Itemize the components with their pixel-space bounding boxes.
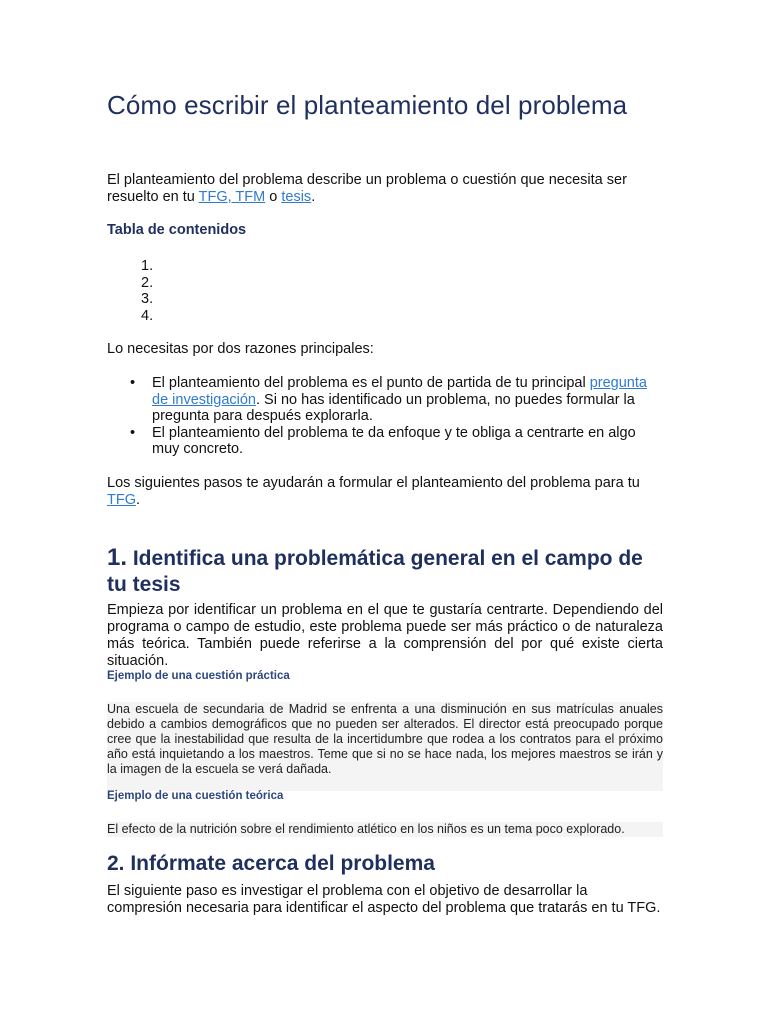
intro-text: El planteamiento del problema describe un problema o cuestión que necesita ser resuelto en tu: [107, 172, 627, 205]
pregunta-investigacion-link[interactable]: pregunta de investigación: [152, 375, 647, 408]
intro-text-or: o: [265, 189, 282, 205]
tfg-tfm-link[interactable]: TFG, TFM: [198, 189, 266, 205]
toc-heading: Tabla de contenidos: [107, 222, 247, 238]
toc-item[interactable]: 4.: [141, 307, 154, 324]
bullet-text: El planteamiento del problema te da enfoque y te obliga a centrarte en algo muy concreto.: [152, 424, 636, 457]
intro-paragraph: [107, 172, 663, 206]
bullet-icon: •: [130, 375, 136, 391]
example-1-box: Una escuela de secundaria de Madrid se enfrenta a una disminución en sus matrículas anuales debido a cambios demográficos que no pueden ser alterados. El director está preocupado porque cree que la inestabilidad que resulta de la incertidumbre que rodea a los contratos para el próximo año está inquietando a los maestros. Teme que si no se hace nada, los mejores maestros se irán y la imagen de la escuela se verá dañada.: [107, 702, 663, 791]
section-1-number: 1.: [107, 544, 128, 571]
section-1-body: Empieza por identificar un problema en el que te gustaría centrarte. Dependiendo del programa o campo de estudio, este problema puede ser más práctico o de naturaleza más teórica. También puede referirse a la comprensión del por qué existe cierta situación.: [107, 602, 663, 669]
intro-text-end: .: [311, 189, 316, 205]
reasons-intro: Lo necesitas por dos razones principales:: [107, 341, 374, 357]
section-2-heading: 2. Infórmate acerca del problema: [107, 852, 435, 875]
steps-text-end: .: [136, 492, 141, 508]
section-1-heading: [107, 545, 667, 598]
section-1-title: Identifica una problemática general en el campo de tu tesis: [107, 547, 643, 596]
reasons-list: [107, 375, 663, 458]
example-2-box: El efecto de la nutrición sobre el rendimiento atlético en los niños es un tema poco explorado.: [107, 822, 663, 837]
steps-intro: [107, 475, 663, 509]
example-1-heading: Ejemplo de una cuestión práctica: [107, 670, 290, 682]
toc-item[interactable]: 2.: [141, 274, 154, 291]
steps-text: Los siguientes pasos te ayudarán a formular el planteamiento del problema para tu: [107, 475, 640, 491]
table-of-contents: [141, 258, 153, 324]
bullet-text: . Si no has identificado un problema, no puedes formular la pregunta para después explorarla.: [152, 391, 635, 424]
bullet-text: El planteamiento del problema es el punto de partida de tu principal: [152, 375, 590, 391]
section-2-body: El siguiente paso es investigar el problema con el objetivo de desarrollar la compresión necesaria para identificar el aspecto del problema que tratarás en tu TFG.: [107, 883, 661, 916]
tfg-link[interactable]: TFG: [107, 492, 136, 508]
list-item: [107, 425, 663, 458]
page-title: Cómo escribir el planteamiento del problema: [107, 90, 628, 120]
toc-item[interactable]: 1.: [141, 258, 154, 274]
tesis-link[interactable]: tesis: [281, 189, 312, 205]
toc-item[interactable]: 3.: [141, 291, 154, 307]
example-2-heading: Ejemplo de una cuestión teórica: [107, 790, 284, 802]
bullet-icon: •: [130, 424, 136, 441]
list-item: [107, 375, 663, 425]
